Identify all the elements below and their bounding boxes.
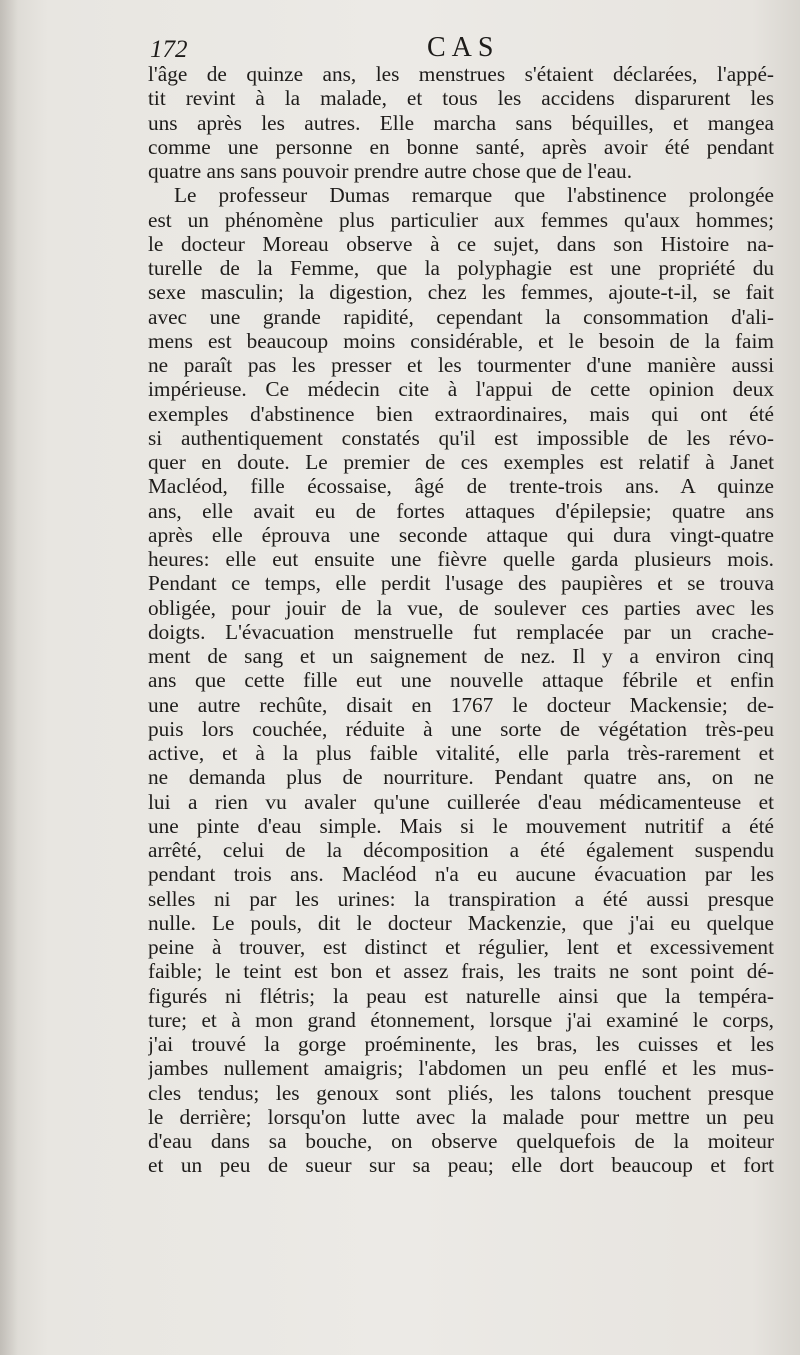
text-line: Macléod, fille écossaise, âgé de trente-trois ans. A quinze: [148, 474, 774, 499]
text-line: une pinte d'eau simple. Mais si le mouvement nutritif a été: [148, 813, 774, 838]
text-line: puis lors couchée, réduite à une sorte de végétation très-peu: [148, 716, 774, 741]
body-text: [148, 62, 774, 1178]
text-line: faible; le teint est bon et assez frais, les traits ne sont point dé-: [148, 959, 774, 984]
text-line: Le professeur Dumas remarque que l'abstinence prolongée: [174, 183, 774, 208]
text-line: une autre rechûte, disait en 1767 le docteur Mackensie; de-: [148, 692, 774, 717]
text-line: ment de sang et un saignement de nez. Il y a environ cinq: [148, 644, 774, 668]
text-line: selles ni par les urines: la transpiration a été aussi presque: [148, 886, 774, 911]
text-line: tit revint à la malade, et tous les accidens disparurent les: [148, 86, 774, 111]
running-head: CAS: [427, 32, 500, 63]
text-line: quer en doute. Le premier de ces exemples est relatif à Janet: [148, 450, 774, 474]
text-line: et un peu de sueur sur sa peau; elle dort beaucoup et fort: [148, 1153, 774, 1178]
text-line: ans, elle avait eu de fortes attaques d'épilepsie; quatre ans: [148, 498, 774, 523]
text-line: figurés ni flétris; la peau est naturelle ainsi que la tempéra-: [148, 983, 774, 1008]
text-line: active, et à la plus faible vitalité, elle parla très-rarement et: [148, 741, 774, 765]
text-line: arrêté, celui de la décomposition a été également suspendu: [148, 838, 774, 862]
text-line: nulle. Le pouls, dit le docteur Mackenzie, que j'ai eu quelque: [148, 910, 774, 935]
text-line: avec une grande rapidité, cependant la consommation d'ali-: [148, 304, 774, 329]
text-line: quatre ans sans pouvoir prendre autre chose que de l'eau.: [148, 159, 633, 183]
text-line: doigts. L'évacuation menstruelle fut remplacée par un crache-: [148, 619, 774, 644]
text-line: d'eau dans sa bouche, on observe quelquefois de la moiteur: [148, 1129, 774, 1153]
page-number: 172: [150, 36, 188, 63]
text-line: le derrière; lorsqu'on lutte avec la malade pour mettre un peu: [148, 1104, 774, 1129]
text-line: cles tendus; les genoux sont pliés, les talons touchent presque: [148, 1080, 774, 1105]
text-line: l'âge de quinze ans, les menstrues s'étaient déclarées, l'appé-: [148, 62, 774, 86]
text-line: Pendant ce temps, elle perdit l'usage des paupières et se trouva: [148, 571, 774, 596]
text-line: ne demanda plus de nourriture. Pendant quatre ans, on ne: [148, 765, 774, 790]
text-line: peine à trouver, est distinct et régulier, lent et excessivement: [148, 935, 774, 959]
text-line: impérieuse. Ce médecin cite à l'appui de cette opinion deux: [148, 377, 774, 402]
text-line: obligée, pour jouir de la vue, de soulever ces parties avec les: [148, 595, 774, 620]
text-line: uns après les autres. Elle marcha sans béquilles, et mangea: [148, 110, 774, 135]
text-line: sexe masculin; la digestion, chez les femmes, ajoute-t-il, se fait: [148, 280, 774, 305]
text-line: est un phénomène plus particulier aux femmes qu'aux hommes;: [148, 207, 774, 232]
text-line: ne paraît pas les presser et les tourmenter d'une manière aussi: [148, 353, 774, 377]
text-line: après elle éprouva une seconde attaque qui dura vingt-quatre: [148, 522, 774, 547]
text-line: le docteur Moreau observe à ce sujet, dans son Histoire na-: [148, 231, 774, 256]
text-line: mens est beaucoup moins considérable, et le besoin de la faim: [148, 328, 774, 353]
text-line: turelle de la Femme, que la polyphagie est une propriété du: [148, 256, 774, 280]
text-line: j'ai trouvé la gorge proéminente, les bras, les cuisses et les: [148, 1032, 774, 1056]
text-line: comme une personne en bonne santé, après avoir été pendant: [148, 134, 774, 159]
text-line: exemples d'abstinence bien extraordinaires, mais qui ont été: [148, 401, 774, 426]
text-line: lui a rien vu avaler qu'une cuillerée d'eau médicamenteuse et: [148, 789, 774, 814]
text-line: si authentiquement constatés qu'il est impossible de les révo-: [148, 425, 774, 450]
text-line: ans que cette fille eut une nouvelle attaque fébrile et enfin: [148, 668, 774, 693]
page-fold-shadow: [0, 0, 18, 1355]
text-line: pendant trois ans. Macléod n'a eu aucune évacuation par les: [148, 862, 774, 887]
text-line: jambes nullement amaigris; l'abdomen un peu enflé et les mus-: [148, 1056, 774, 1081]
text-line: heures: elle eut ensuite une fièvre quelle garda plusieurs mois.: [148, 547, 774, 571]
text-line: ture; et à mon grand étonnement, lorsque j'ai examiné le corps,: [148, 1007, 774, 1032]
